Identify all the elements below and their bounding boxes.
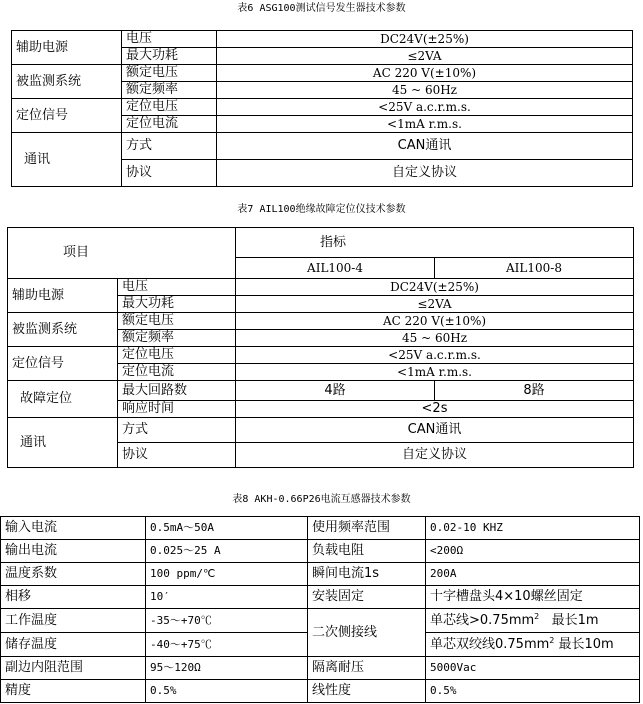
param-cell: 电压 xyxy=(118,279,236,296)
param-cell: 协议 xyxy=(118,443,236,468)
model-ail100-8: AIL100-8 xyxy=(435,258,634,279)
param-cell: 方式 xyxy=(122,133,217,160)
value-cell: AC 220 V(±10%) xyxy=(217,65,633,82)
table-row xyxy=(1,563,640,586)
spec-value: 10′ xyxy=(146,586,308,609)
param-cell: 额定电压 xyxy=(122,65,217,82)
value-cell: <25V a.c.r.m.s. xyxy=(236,347,634,364)
value-cell: ≤2VA xyxy=(217,48,633,65)
wire-spec-1: 单芯线>0.75mm xyxy=(430,612,535,628)
table-row xyxy=(8,418,634,443)
spec-value-line2 xyxy=(426,633,640,657)
param-cell: 最大功耗 xyxy=(118,296,236,313)
param-cell: 额定频率 xyxy=(118,330,236,347)
spec-label: 安装固定 xyxy=(308,586,426,609)
value-cell: ≤2VA xyxy=(236,296,634,313)
param-cell: 定位电流 xyxy=(118,364,236,381)
spec-value: 十字槽盘头4×10螺丝固定 xyxy=(426,586,640,609)
value-cell: 45 ~ 60Hz xyxy=(217,82,633,99)
param-cell: 最大功耗 xyxy=(122,48,217,65)
param-cell: 额定频率 xyxy=(122,82,217,99)
model-ail100-4: AIL100-4 xyxy=(236,258,435,279)
wire-spec-2: 单芯双绞线0.75mm xyxy=(430,636,550,652)
value-cell: 自定义协议 xyxy=(217,160,633,187)
value-cell: <1mA r.m.s. xyxy=(217,116,633,133)
table7-caption: 表7 AIL100绝缘故障定位仪技术参数 xyxy=(237,204,406,215)
param-cell: 定位电压 xyxy=(122,99,217,116)
group-locating-signal: 定位信号 xyxy=(8,347,118,381)
spec-label: 输出电流 xyxy=(1,540,146,563)
param-cell: 额定电压 xyxy=(118,313,236,330)
table6 xyxy=(11,30,633,187)
table-row xyxy=(8,313,634,330)
value-cell: 45 ~ 60Hz xyxy=(236,330,634,347)
value-cell: <2s xyxy=(236,401,634,418)
wire-length-2: 最长10m xyxy=(554,636,614,652)
table-row xyxy=(1,540,640,563)
spec-value: -35～+70℃ xyxy=(146,609,308,633)
param-cell: 定位电流 xyxy=(122,116,217,133)
spec-value: 5000Vac xyxy=(426,657,640,680)
spec-value: 0.5% xyxy=(426,680,640,703)
value-cell: <1mA r.m.s. xyxy=(236,364,634,381)
value-cell: 自定义协议 xyxy=(236,443,634,468)
spec-value: <200Ω xyxy=(426,540,640,563)
spec-label: 工作温度 xyxy=(1,609,146,633)
spec-label: 使用频率范围 xyxy=(308,517,426,540)
wire-length-1: 最长1m xyxy=(539,612,599,628)
spec-label: 线性度 xyxy=(308,680,426,703)
table-row xyxy=(12,31,633,48)
spec-value-line1 xyxy=(426,609,640,633)
group-communication: 通讯 xyxy=(8,418,118,468)
spec-label: 副边内阻范围 xyxy=(1,657,146,680)
value-cell: CAN通讯 xyxy=(236,418,634,443)
table-row xyxy=(12,133,633,160)
table-row xyxy=(1,586,640,609)
table6-caption: 表6 ASG100测试信号发生器技术参数 xyxy=(237,3,406,14)
group-locating-signal: 定位信号 xyxy=(12,99,122,133)
group-monitored-system: 被监测系统 xyxy=(12,65,122,99)
table8-caption: 表8 AKH-0.66P26电流互感器技术参数 xyxy=(232,494,411,505)
table-row xyxy=(1,609,640,633)
value-cell: CAN通讯 xyxy=(217,133,633,160)
spec-label: 瞬间电流1s xyxy=(308,563,426,586)
value-cell: DC24V(±25%) xyxy=(217,31,633,48)
table-header-row xyxy=(8,228,634,258)
header-item: 项目 xyxy=(8,228,236,279)
table-row xyxy=(1,657,640,680)
header-spec: 指标 xyxy=(236,228,634,258)
param-cell: 电压 xyxy=(122,31,217,48)
group-monitored-system: 被监测系统 xyxy=(8,313,118,347)
spec-label: 精度 xyxy=(1,680,146,703)
table-row xyxy=(8,347,634,364)
table-row xyxy=(1,680,640,703)
spec-value: 95～120Ω xyxy=(146,657,308,680)
table-row xyxy=(1,517,640,540)
spec-value: 0.5% xyxy=(146,680,308,703)
spec-label: 输入电流 xyxy=(1,517,146,540)
param-cell: 协议 xyxy=(122,160,217,187)
table-row xyxy=(12,65,633,82)
param-cell: 方式 xyxy=(118,418,236,443)
value-cell: DC24V(±25%) xyxy=(236,279,634,296)
spec-label: 负载电阻 xyxy=(308,540,426,563)
spec-value: 200A xyxy=(426,563,640,586)
spec-label: 隔离耐压 xyxy=(308,657,426,680)
value-cell-a: 4路 xyxy=(236,381,435,401)
param-cell: 定位电压 xyxy=(118,347,236,364)
spec-value: 100 ppm/℃ xyxy=(146,563,308,586)
value-cell: AC 220 V(±10%) xyxy=(236,313,634,330)
table-row xyxy=(8,279,634,296)
spec-label: 相移 xyxy=(1,586,146,609)
spec-label: 温度系数 xyxy=(1,563,146,586)
param-cell: 响应时间 xyxy=(118,401,236,418)
superscript: 2 xyxy=(534,611,540,621)
table-row xyxy=(12,99,633,116)
superscript: 2 xyxy=(549,635,555,645)
spec-value: 0.02-10 KHZ xyxy=(426,517,640,540)
group-aux-power: 辅助电源 xyxy=(12,31,122,65)
spec-value: 0.5mA～50A xyxy=(146,517,308,540)
spec-value: 0.025～25 A xyxy=(146,540,308,563)
table7 xyxy=(7,227,634,468)
table-row xyxy=(8,381,634,401)
param-cell: 最大回路数 xyxy=(118,381,236,401)
value-cell: <25V a.c.r.m.s. xyxy=(217,99,633,116)
group-communication: 通讯 xyxy=(12,133,122,187)
group-fault-locating: 故障定位 xyxy=(8,381,118,418)
spec-label: 二次侧接线 xyxy=(308,609,426,657)
table8 xyxy=(0,516,640,703)
group-aux-power: 辅助电源 xyxy=(8,279,118,313)
spec-value: -40～+75℃ xyxy=(146,633,308,657)
spec-label: 储存温度 xyxy=(1,633,146,657)
value-cell-b: 8路 xyxy=(435,381,634,401)
